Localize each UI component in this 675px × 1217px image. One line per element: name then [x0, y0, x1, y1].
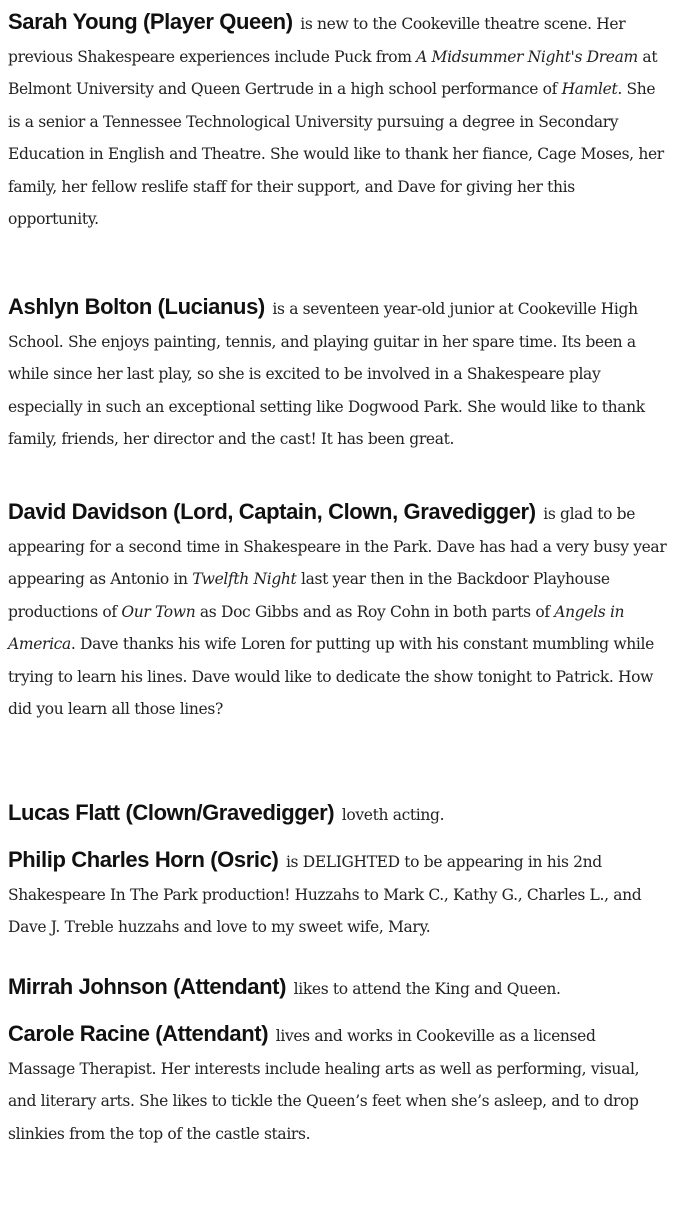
bio-text: is new to the Cookeville theatre scene. Her previous Shakespeare experiences include Puck from [8, 15, 626, 66]
cast-name: Sarah Young (Player Queen) [8, 9, 293, 34]
cast-name: Mirrah Johnson (Attendant) [8, 974, 287, 999]
play-title: Angels in America [8, 602, 625, 653]
play-title: Hamlet [561, 80, 618, 98]
bio-text: likes to attend the King and Queen. [289, 980, 561, 998]
bio-philip-charles-horn [8, 844, 667, 962]
cast-name: Carole Racine (Attendant) [8, 1021, 269, 1046]
bio-text: at Belmont University and Queen Gertrude in a high school performance of [8, 47, 658, 98]
bio-sarah-young [8, 6, 667, 282]
bio-carole-racine [8, 1018, 667, 1178]
play-title: Twelfth Night [192, 570, 297, 588]
cast-name: Lucas Flatt (Clown/Gravedigger) [8, 800, 335, 825]
play-title: A Midsummer Night's Dream [416, 47, 638, 66]
bio-text: is DELIGHTED to be appearing in his 2nd Shakespeare In The Park production! Huzzahs to Mark C., Kathy G., Charles L., and Dave J. Treble huzzahs and love to my sweet wife, Mary. [8, 853, 642, 936]
cast-name: Ashlyn Bolton (Lucianus) [8, 294, 265, 319]
bio-text: is a seventeen year-old junior at Cookeville High School. She enjoys painting, tennis, and playing guitar in her spare time. Its been a while since her last play, so she is excited to be involved in a Shakespeare play especially in such an exceptional setting like Dogwood Park. She would like to thank family, friends, her director and the cast! It has been great. [8, 300, 645, 448]
bio-mirrah-johnson [8, 971, 667, 1009]
bio-lucas-flatt [8, 797, 667, 835]
bio-text: . She is a senior a Tennessee Technological University pursuing a degree in Secondary Education in English and Theatre. She would like to thank her fiance, Cage Moses, her family, her fellow reslife staff for their support, and Dave for giving her this opportunity. [8, 80, 664, 228]
cast-name: David Davidson (Lord, Captain, Clown, Gravedigger) [8, 499, 536, 524]
bio-text: as Doc Gibbs and as Roy Cohn in both parts of [195, 602, 555, 621]
bio-text: lives and works in Cookeville as a licensed Massage Therapist. Her interests include healing arts as well as performing, visual, and literary arts. She likes to tickle the Queen’s feet when she’s asleep, and to drop slinkies from the top of the castle stairs. [8, 1027, 640, 1143]
cast-name: Philip Charles Horn (Osric) [8, 847, 279, 872]
bio-text: is glad to be appearing for a second time in Shakespeare in the Park. Dave has had a very busy year appearing as Antonio in [8, 505, 667, 588]
bio-ashlyn-bolton [8, 291, 667, 487]
bio-david-davidson [8, 496, 667, 788]
bio-text: . Dave thanks his wife Loren for putting up with his constant mumbling while trying to learn his lines. Dave would like to dedicate the show tonight to Patrick. How did you learn all those lines? [8, 635, 654, 718]
play-title: Our Town [121, 602, 196, 621]
bio-text: loveth acting. [337, 806, 445, 824]
bio-text: last year then in the Backdoor Playhouse productions of [8, 570, 610, 621]
